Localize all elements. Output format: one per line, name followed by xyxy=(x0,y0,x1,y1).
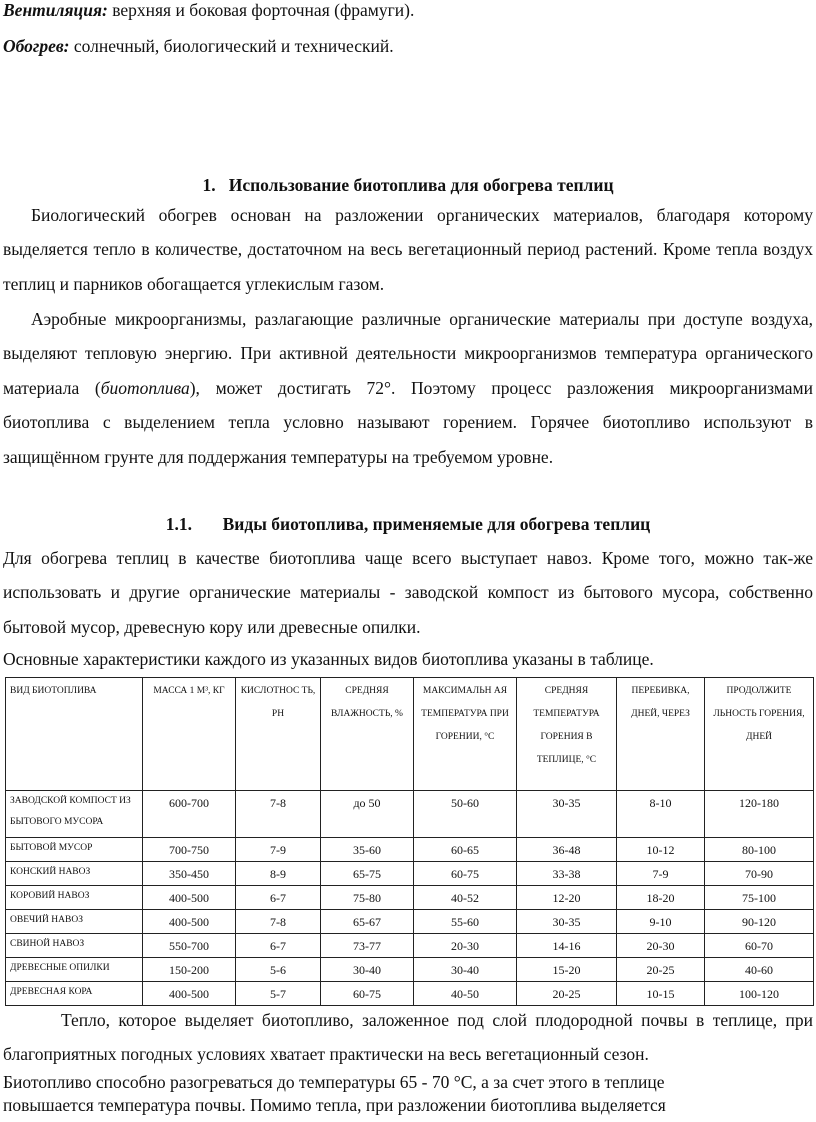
cell-acidity: 6-7 xyxy=(236,934,321,958)
cell-duration: 75-100 xyxy=(705,886,814,910)
cell-acidity: 7-8 xyxy=(236,791,321,838)
ventilation-text: верхняя и боковая форточная (фрамуги). xyxy=(107,0,415,20)
header-turnover: ПЕРЕБИВКА, ДНЕЙ, ЧЕРЕЗ xyxy=(617,678,705,791)
ventilation-line xyxy=(3,0,414,21)
cell-mass: 550-700 xyxy=(143,934,236,958)
header-avg-temp: СРЕДНЯЯ ТЕМПЕРАТУРА ГОРЕНИЯ В ТЕПЛИЦЕ, °С xyxy=(517,678,617,791)
cell-max-temp: 60-65 xyxy=(414,838,517,862)
section-1-1-paragraph-1: Для обогрева теплиц в качестве биотоплива чаще всего выступает навоз. Кроме того, можно так-же использовать и другие органические материалы - заводской компост из бытового мусора, собственно бытовой мусор, древесную кору или древесные опилки. xyxy=(3,548,813,637)
section-1-title: Использование биотоплива для обогрева теплиц xyxy=(228,175,614,195)
cell-mass: 700-750 xyxy=(143,838,236,862)
cell-avg-temp: 36-48 xyxy=(517,838,617,862)
cell-acidity: 5-6 xyxy=(236,958,321,982)
cell-duration: 40-60 xyxy=(705,958,814,982)
table-row xyxy=(6,910,814,934)
cell-max-temp: 60-75 xyxy=(414,862,517,886)
header-mass: МАССА 1 М³, КГ xyxy=(143,678,236,791)
cell-avg-temp: 30-35 xyxy=(517,791,617,838)
cell-turnover: 10-15 xyxy=(617,982,705,1006)
cell-duration: 60-70 xyxy=(705,934,814,958)
header-fuel-type: ВИД БИОТОПЛИВА xyxy=(6,678,143,791)
header-acidity: КИСЛОТНОС ТЬ, PH xyxy=(236,678,321,791)
table-row xyxy=(6,934,814,958)
cell-acidity: 5-7 xyxy=(236,982,321,1006)
cell-max-temp: 40-50 xyxy=(414,982,517,1006)
header-humidity: СРЕДНЯЯ ВЛАЖНОСТЬ, % xyxy=(321,678,414,791)
section-1-heading xyxy=(0,175,816,196)
table-row xyxy=(6,886,814,910)
after-table-paragraph-1: Тепло, которое выделяет биотопливо, заложенное под слой плодородной почвы в теплице, при благоприятных погодных условиях хватает практически на весь вегетационный сезон. xyxy=(3,1010,813,1065)
header-max-temp: МАКСИМАЛЬН АЯ ТЕМПЕРАТУРА ПРИ ГОРЕНИИ, °С xyxy=(414,678,517,791)
cell-turnover: 9-10 xyxy=(617,910,705,934)
cell-max-temp: 30-40 xyxy=(414,958,517,982)
cell-turnover: 20-25 xyxy=(617,958,705,982)
section-1-1-number: 1.1. xyxy=(165,514,192,534)
cell-turnover: 18-20 xyxy=(617,886,705,910)
cell-humidity: 75-80 xyxy=(321,886,414,910)
cell-duration: 90-120 xyxy=(705,910,814,934)
table-row xyxy=(6,862,814,886)
cell-duration: 80-100 xyxy=(705,838,814,862)
cell-fuel-name: ОВЕЧИЙ НАВОЗ xyxy=(6,910,143,934)
paragraph-2-part-a: Аэробные микроорганизмы, разлагающие различные органические материалы при доступе воздуха, выделяют тепловую энергию. При активной деятельности микроорганизмов температура органического материала ( xyxy=(3,309,813,398)
cell-mass: 400-500 xyxy=(143,982,236,1006)
heating-line xyxy=(3,36,394,57)
biofuel-table xyxy=(5,677,814,1006)
cell-turnover: 8-10 xyxy=(617,791,705,838)
after-table-line-2: Биотопливо способно разогреваться до температуры 65 - 70 °С, а за счет этого в теплице xyxy=(3,1072,665,1092)
cell-fuel-name: СВИНОЙ НАВОЗ xyxy=(6,934,143,958)
table-header-row xyxy=(6,678,814,791)
cell-acidity: 7-8 xyxy=(236,910,321,934)
cell-duration: 100-120 xyxy=(705,982,814,1006)
table-row xyxy=(6,838,814,862)
cell-humidity: 73-77 xyxy=(321,934,414,958)
cell-humidity: 65-67 xyxy=(321,910,414,934)
cell-mass: 600-700 xyxy=(143,791,236,838)
table-row xyxy=(6,791,814,838)
cell-mass: 400-500 xyxy=(143,910,236,934)
cell-avg-temp: 12-20 xyxy=(517,886,617,910)
section-1-number: 1. xyxy=(202,175,216,195)
cell-max-temp: 50-60 xyxy=(414,791,517,838)
cell-humidity: 60-75 xyxy=(321,982,414,1006)
paragraph-2-part-b: ), может достигать 72°. Поэтому процесс разложения микроорганизмами биотоплива с выделением тепла условно называют горением. Горячее биотопливо используют в защищённом грунте для поддержания температуры на требуемом уровне. xyxy=(3,377,813,467)
heating-text: солнечный, биологический и технический. xyxy=(69,36,394,56)
cell-humidity: до 50 xyxy=(321,791,414,838)
cell-fuel-name: ДРЕВЕСНАЯ КОРА xyxy=(6,982,143,1006)
cell-mass: 400-500 xyxy=(143,886,236,910)
cell-fuel-name: ДРЕВЕСНЫЕ ОПИЛКИ xyxy=(6,958,143,982)
cell-humidity: 35-60 xyxy=(321,838,414,862)
cell-avg-temp: 15-20 xyxy=(517,958,617,982)
heating-label: Обогрев: xyxy=(3,36,70,56)
section-1-paragraph-2 xyxy=(3,302,813,474)
cell-acidity: 6-7 xyxy=(236,886,321,910)
after-table-line-3: повышается температура почвы. Помимо тепла, при разложении биотоплива выделяется xyxy=(3,1095,666,1115)
cell-max-temp: 55-60 xyxy=(414,910,517,934)
cell-duration: 70-90 xyxy=(705,862,814,886)
cell-avg-temp: 14-16 xyxy=(517,934,617,958)
table-row xyxy=(6,982,814,1006)
cell-acidity: 7-9 xyxy=(236,838,321,862)
cell-turnover: 10-12 xyxy=(617,838,705,862)
table-intro-line: Основные характеристики каждого из указанных видов биотоплива указаны в таблице. xyxy=(3,649,654,669)
cell-mass: 350-450 xyxy=(143,862,236,886)
cell-humidity: 65-75 xyxy=(321,862,414,886)
biofuel-italic: биотоплива xyxy=(100,377,190,398)
cell-duration: 120-180 xyxy=(705,791,814,838)
section-1-1-heading xyxy=(0,514,816,535)
cell-max-temp: 20-30 xyxy=(414,934,517,958)
cell-fuel-name: БЫТОВОЙ МУСОР xyxy=(6,838,143,862)
table-row xyxy=(6,958,814,982)
cell-humidity: 30-40 xyxy=(321,958,414,982)
cell-fuel-name: КОНСКИЙ НАВОЗ xyxy=(6,862,143,886)
cell-acidity: 8-9 xyxy=(236,862,321,886)
cell-turnover: 20-30 xyxy=(617,934,705,958)
cell-mass: 150-200 xyxy=(143,958,236,982)
header-duration: ПРОДОЛЖИТЕ ЛЬНОСТЬ ГОРЕНИЯ, ДНЕЙ xyxy=(705,678,814,791)
section-1-1-title: Виды биотоплива, применяемые для обогрева теплиц xyxy=(222,514,651,534)
cell-avg-temp: 33-38 xyxy=(517,862,617,886)
cell-avg-temp: 20-25 xyxy=(517,982,617,1006)
section-1-paragraph-1: Биологический обогрев основан на разложении органических материалов, благодаря которому выделяется тепло в количестве, достаточном на весь вегетационный период растений. Кроме тепла воздух теплиц и парников обогащается углекислым газом. xyxy=(3,205,813,294)
cell-turnover: 7-9 xyxy=(617,862,705,886)
cell-fuel-name: ЗАВОДСКОЙ КОМПОСТ ИЗ БЫТОВОГО МУСОРА xyxy=(6,791,143,838)
cell-avg-temp: 30-35 xyxy=(517,910,617,934)
cell-fuel-name: КОРОВИЙ НАВОЗ xyxy=(6,886,143,910)
cell-max-temp: 40-52 xyxy=(414,886,517,910)
ventilation-label: Вентиляция: xyxy=(3,0,108,20)
